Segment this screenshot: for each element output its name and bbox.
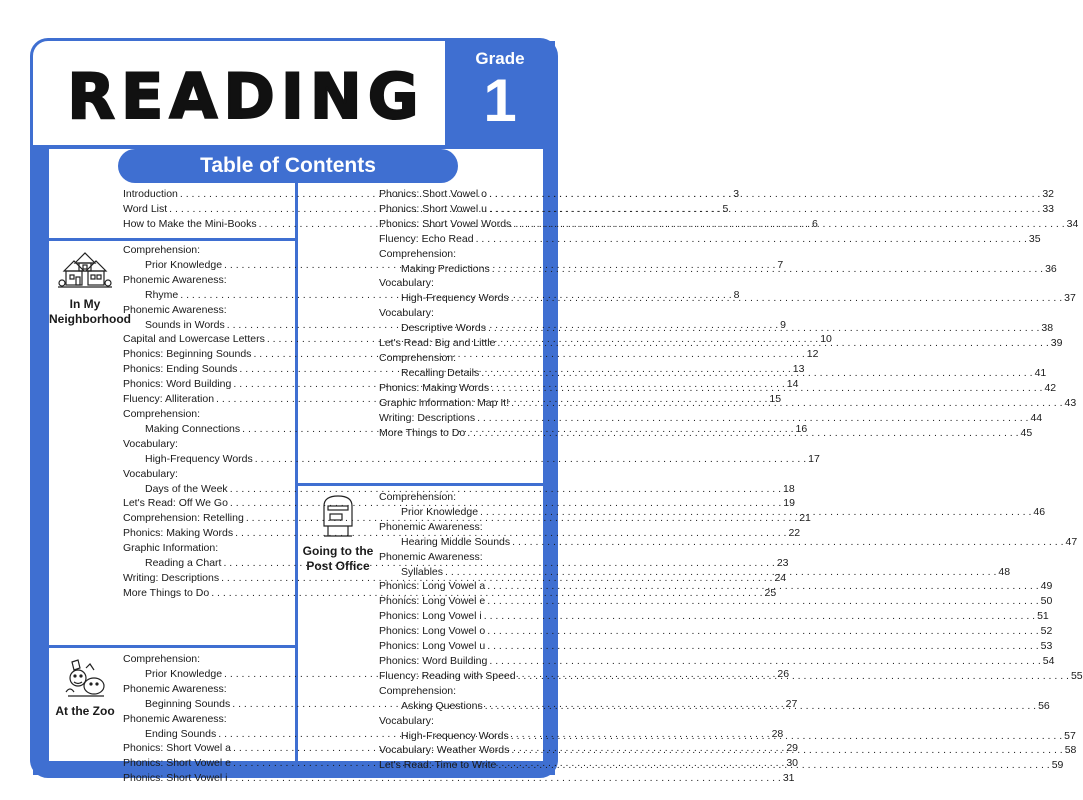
toc-entry-label: Sounds in Words xyxy=(145,318,225,331)
section-name: At the Zoo xyxy=(55,704,115,718)
toc-entry-label: Fluency: Echo Read xyxy=(379,232,474,245)
toc-content xyxy=(49,183,1083,785)
toc-entry-leader xyxy=(484,609,1035,624)
toc-entry-label: Let's Read: Time to Write xyxy=(379,759,497,772)
toc-entry-page: 37 xyxy=(1064,292,1076,305)
toc-entry xyxy=(379,609,1049,624)
toc-entry xyxy=(379,594,1053,609)
toc-entry-label: Prior Knowledge xyxy=(401,505,479,518)
toc-entry-label: Phonics: Making Words xyxy=(123,527,234,540)
toc-entry-page: 14 xyxy=(786,378,799,391)
toc-entry-leader xyxy=(491,381,1042,396)
toc-entry-label: Comprehension: xyxy=(123,244,201,256)
toc-entry-label: Comprehension: xyxy=(379,491,457,503)
toc-entry xyxy=(123,652,291,667)
toc-entry-leader xyxy=(489,202,1040,217)
toc-entry-page: 41 xyxy=(1034,366,1047,379)
toc-entry-page: 22 xyxy=(788,527,801,540)
toc-entry-page: 52 xyxy=(1040,625,1053,638)
grade-label: Grade xyxy=(475,49,525,68)
toc-entry-label: Introduction xyxy=(123,188,178,200)
toc-entry-page: 38 xyxy=(1041,322,1054,335)
toc-entry-leader xyxy=(498,758,1049,773)
toc-entry-label: Reading a Chart xyxy=(145,557,222,570)
toc-entry-page: 26 xyxy=(777,667,790,680)
section-name: In My Neighborhood xyxy=(49,297,131,326)
toc-entry-label: Phonics: Short Vowel Words xyxy=(379,217,512,230)
section-theme-neighborhood xyxy=(49,249,131,327)
toc-entry xyxy=(123,771,795,786)
toc-entry xyxy=(379,550,537,565)
toc-entry-leader xyxy=(488,321,1039,336)
toc-entry xyxy=(123,541,291,556)
toc-entry-page: 57 xyxy=(1064,729,1076,742)
toc-entry-leader xyxy=(511,291,1062,306)
toc-entry-leader xyxy=(467,426,1018,441)
toc-entry-label: Phonemic Awareness: xyxy=(123,682,227,695)
toc-entry-label: High-Frequency Words xyxy=(401,729,509,742)
mailbox-icon xyxy=(316,492,360,540)
toc-entry-page: 49 xyxy=(1040,580,1053,593)
toc-entry-label: More Things to Do xyxy=(123,586,210,599)
toc-entry-label: Phonics: Long Vowel o xyxy=(379,625,486,638)
toc-entry-label: Capital and Lowercase Letters xyxy=(123,333,265,346)
toc-entry-leader xyxy=(487,579,1038,594)
toc-entry-label: Beginning Sounds xyxy=(145,697,231,710)
houses-icon xyxy=(56,249,114,293)
toc-entry xyxy=(379,202,1055,217)
toc-heading-text: Table of Contents xyxy=(200,154,376,177)
toc-entry-leader xyxy=(492,262,1043,277)
toc-entry-page: 59 xyxy=(1051,759,1064,772)
toc-entry xyxy=(379,291,1076,306)
grade-panel xyxy=(445,41,555,149)
toc-entry xyxy=(379,639,1053,654)
toc-entry-page: 47 xyxy=(1065,535,1078,548)
toc-entry-page: 36 xyxy=(1045,262,1057,275)
toc-entry-page: 54 xyxy=(1042,654,1055,667)
toc-entry-page: 12 xyxy=(806,348,819,361)
toc-entry-page: 44 xyxy=(1030,411,1043,424)
toc-entry-page: 45 xyxy=(1020,426,1033,439)
toc-entry xyxy=(379,247,537,262)
toc-entry-label: Phonics: Short Vowel e xyxy=(123,757,231,770)
toc-entry xyxy=(123,303,291,318)
toc-entry-page: 50 xyxy=(1040,595,1053,608)
toc-entry-page: 35 xyxy=(1028,232,1041,245)
toc-entry-label: Phonics: Long Vowel e xyxy=(379,595,486,608)
toc-entry-page: 21 xyxy=(799,512,811,525)
page-frame xyxy=(30,38,1083,785)
toc-entry-label: Comprehension: xyxy=(123,407,201,420)
toc-entry-label: Descriptive Words xyxy=(401,322,486,335)
toc-entry xyxy=(379,306,537,321)
toc-entry-label: Phonics: Word Building xyxy=(379,654,488,667)
toc-entry-label: High-Frequency Words xyxy=(145,452,253,465)
toc-entry-page: 7 xyxy=(777,258,784,271)
toc-entry-label: High-Frequency Words xyxy=(401,292,509,305)
toc-entry-page: 58 xyxy=(1064,744,1077,757)
toc-entry-label: Asking Questions xyxy=(401,699,483,712)
toc-entry xyxy=(123,712,291,727)
toc-entry-label: Comprehension: xyxy=(379,684,457,697)
toc-entry-page: 48 xyxy=(998,565,1011,578)
toc-entry xyxy=(379,217,1079,232)
toc-entry-page: 15 xyxy=(769,393,782,406)
section-theme-post-office xyxy=(299,492,377,574)
toc-entry-page: 16 xyxy=(795,422,808,435)
toc-heading xyxy=(118,149,458,183)
toc-entry-label: Recalling Details xyxy=(401,366,480,379)
toc-entry-label: Phonics: Long Vowel a xyxy=(379,580,486,593)
toc-entry-page: 33 xyxy=(1042,202,1055,215)
toc-entry xyxy=(123,273,291,288)
toc-entry-label: Making Connections xyxy=(145,422,241,435)
toc-entry-label: Let's Read: Big and Little xyxy=(379,337,496,350)
toc-entry-label: Making Predictions xyxy=(401,262,490,275)
toc-entry xyxy=(379,276,537,291)
toc-entry-page: 55 xyxy=(1070,669,1083,682)
toc-entry-page: 19 xyxy=(783,497,795,510)
toc-entry xyxy=(123,452,820,467)
toc-entry-label: Fluency: Reading with Speed xyxy=(379,669,516,682)
section-name: Going to the Post Office xyxy=(302,544,374,573)
toc-entry xyxy=(123,407,291,422)
toc-entry-label: Rhyme xyxy=(145,288,179,301)
toc-entry-leader xyxy=(487,639,1038,654)
toc-entry-page: 27 xyxy=(785,697,798,710)
toc-entry-label: Prior Knowledge xyxy=(145,258,223,271)
toc-entry-page: 17 xyxy=(808,452,820,465)
toc-entry xyxy=(379,351,537,366)
toc-entry-page: 39 xyxy=(1050,337,1063,350)
toc-entry xyxy=(123,437,291,452)
toc-entry-page: 28 xyxy=(771,727,784,740)
toc-entry-leader xyxy=(487,624,1038,639)
toc-entry-leader xyxy=(476,232,1027,247)
toc-entry-label: Comprehension: xyxy=(379,351,457,364)
toc-entry xyxy=(379,624,1053,639)
toc-entry-label: Vocabulary: xyxy=(123,437,178,450)
toc-entry-leader xyxy=(445,565,996,580)
toc-entry xyxy=(123,467,291,482)
page-title xyxy=(51,59,441,135)
toc-entry-leader xyxy=(511,729,1062,744)
toc-entry xyxy=(379,714,537,729)
toc-entry-label: More Things to Do xyxy=(379,426,466,439)
toc-entry-leader xyxy=(485,699,1036,714)
toc-entry-label: Phonics: Long Vowel i xyxy=(379,610,482,623)
toc-entry-label: Vocabulary: xyxy=(123,467,178,480)
toc-entry xyxy=(379,535,1078,550)
toc-entry-label: Vocabulary: xyxy=(379,714,434,727)
toc-entry-label: Phonics: Short Vowel i xyxy=(123,772,228,785)
toc-entry-leader xyxy=(481,366,1032,381)
section-theme-zoo xyxy=(49,656,121,719)
toc-entry-label: Comprehension: Retelling xyxy=(123,512,244,525)
toc-entry xyxy=(123,243,291,258)
toc-entry xyxy=(379,187,1055,202)
toc-entry-page: 18 xyxy=(783,482,795,495)
toc-entry-leader xyxy=(487,594,1038,609)
left-border-bar xyxy=(33,149,49,775)
title-text: READING xyxy=(67,60,425,133)
toc-entry-leader xyxy=(497,336,1048,351)
toc-entry-label: Vocabulary: xyxy=(379,277,434,290)
toc-entry-leader xyxy=(489,187,1040,202)
toc-entry-label: Ending Sounds xyxy=(145,727,217,740)
toc-entry-label: Writing: Descriptions xyxy=(123,571,220,584)
grade-number: 1 xyxy=(483,67,517,134)
toc-entry-leader xyxy=(489,654,1040,669)
toc-entry-page: 9 xyxy=(780,318,786,331)
toc-entry-label: Phonemic Awareness: xyxy=(123,303,227,316)
toc-entry-label: Phonemic Awareness: xyxy=(123,273,227,286)
toc-entry-label: Phonics: Word Building xyxy=(123,378,232,391)
toc-entry-label: Phonics: Beginning Sounds xyxy=(123,348,252,361)
toc-entry-label: Phonics: Short Vowel a xyxy=(123,742,231,755)
toc-entry-page: 31 xyxy=(782,772,795,785)
toc-entry-page: 25 xyxy=(764,586,777,599)
toc-entry-label: Phonemic Awareness: xyxy=(379,520,483,533)
toc-entry-label: Phonics: Short Vowel u xyxy=(379,202,487,215)
toc-entry-page: 43 xyxy=(1064,396,1077,409)
zoo-animals-icon xyxy=(60,656,110,700)
toc-entry xyxy=(379,490,537,505)
toc-entry-label: Phonics: Short Vowel o xyxy=(379,188,487,200)
toc-entry xyxy=(123,682,291,697)
toc-entry-label: Phonics: Making Words xyxy=(379,381,490,394)
toc-entry-leader xyxy=(480,505,1031,520)
toc-entry xyxy=(379,520,537,535)
toc-entry-label: Let's Read: Off We Go xyxy=(123,497,228,510)
toc-entry-label: Syllables xyxy=(401,565,444,578)
toc-entry xyxy=(379,232,1041,247)
toc-entry-leader xyxy=(513,217,1064,232)
toc-entry xyxy=(379,411,1043,426)
toc-entry-page: 23 xyxy=(776,557,789,570)
toc-entry xyxy=(379,654,1055,669)
toc-entry-label: Prior Knowledge xyxy=(145,667,223,680)
toc-entry-page: 13 xyxy=(792,363,805,376)
toc-entry-label: Days of the Week xyxy=(145,482,228,495)
toc-entry-leader xyxy=(512,535,1063,550)
toc-entry-leader xyxy=(511,743,1062,758)
toc-entry-label: Graphic Information: xyxy=(123,542,219,555)
toc-entry-label: Hearing Middle Sounds xyxy=(401,535,511,548)
toc-entry-leader xyxy=(511,396,1062,411)
toc-entry-leader xyxy=(518,669,1069,684)
toc-entry-leader xyxy=(477,411,1028,426)
toc-entry-label: Comprehension: xyxy=(123,653,201,665)
toc-entry-label: Phonemic Awareness: xyxy=(379,550,483,563)
toc-entry-label: Graphic Information: Map It! xyxy=(379,396,510,409)
toc-entry-page: 8 xyxy=(733,288,740,301)
toc-entry-label: Fluency: Alliteration xyxy=(123,393,215,406)
toc-entry-page: 30 xyxy=(786,757,799,770)
toc-entry-page: 5 xyxy=(722,202,729,215)
toc-entry-page: 42 xyxy=(1044,381,1057,394)
toc-entry-label: How to Make the Mini-Books xyxy=(123,217,257,230)
toc-entry-page: 29 xyxy=(786,742,799,755)
toc-entry-page: 24 xyxy=(774,571,787,584)
toc-entry xyxy=(379,684,537,699)
toc-entry-page: 46 xyxy=(1033,505,1046,518)
toc-entry-label: Phonemic Awareness: xyxy=(123,712,227,725)
toc-entry-page: 32 xyxy=(1042,188,1055,200)
toc-entry-page: 34 xyxy=(1066,217,1079,230)
toc-entry-label: Phonics: Long Vowel u xyxy=(379,640,486,653)
toc-entry xyxy=(379,262,1057,277)
toc-entry-page: 6 xyxy=(812,217,818,230)
toc-entry-page: 53 xyxy=(1040,640,1053,653)
toc-entry-page: 10 xyxy=(820,333,832,346)
toc-entry xyxy=(379,321,1054,336)
toc-entry-page: 51 xyxy=(1037,610,1049,623)
toc-entry-page: 56 xyxy=(1038,699,1050,712)
toc-entry-label: Vocabulary: Weather Words xyxy=(379,744,510,757)
toc-entry-label: Vocabulary: xyxy=(379,307,434,320)
toc-entry-page: 3 xyxy=(733,188,740,200)
toc-entry-label: Phonics: Ending Sounds xyxy=(123,363,238,376)
toc-entry-label: Comprehension: xyxy=(379,247,457,260)
toc-entry-label: Word List xyxy=(123,202,168,215)
toc-entry-label: Writing: Descriptions xyxy=(379,411,476,424)
